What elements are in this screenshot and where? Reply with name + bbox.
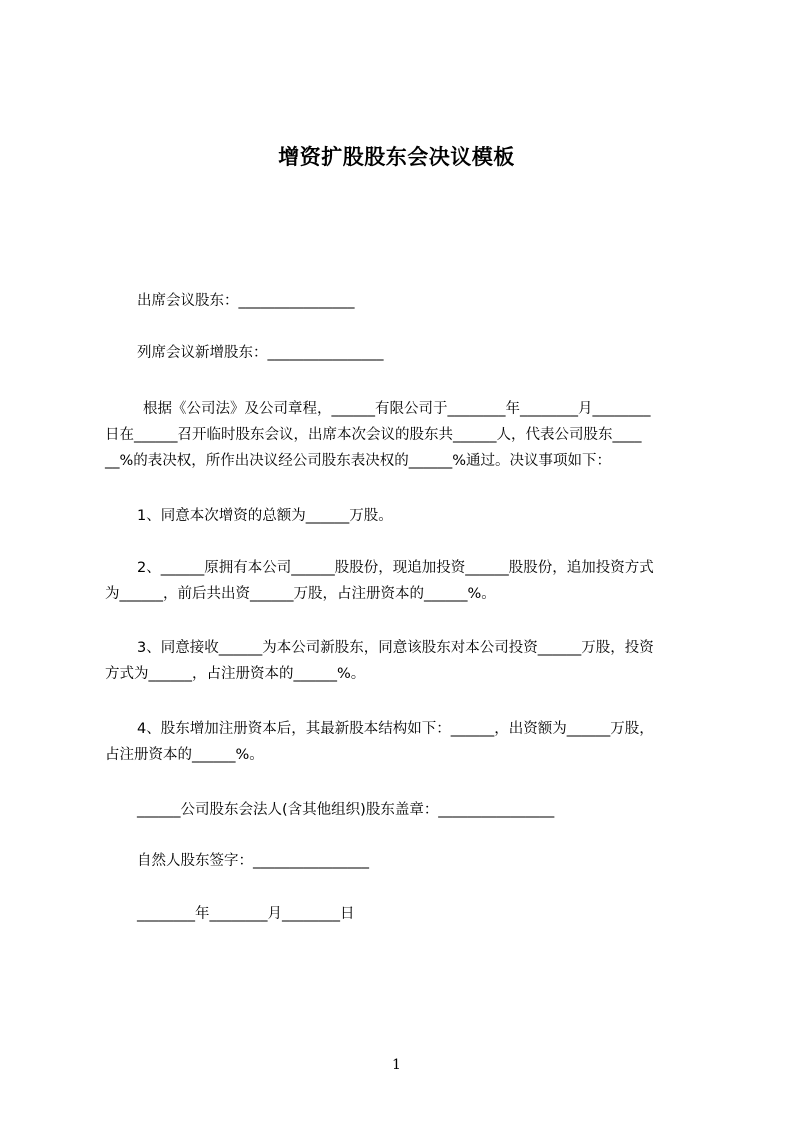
resolution-4-line-2: 占注册资本的______%。 xyxy=(105,747,264,763)
page-number: 1 xyxy=(392,1057,401,1073)
resolution-2-line-1: 2、______原拥有本公司______股股份，现追加投资______股股份，追加投资方式 xyxy=(137,560,654,576)
resolution-2-line-2: 为______，前后共出资______万股，占注册资本的______%。 xyxy=(105,586,496,602)
attending-new-shareholders-line: 列席会议新增股东：________________ xyxy=(137,345,384,361)
corporate-seal-line: ______公司股东会法人(含其他组织)股东盖章：________________ xyxy=(137,802,555,818)
resolution-3-line-2: 方式为______，占注册资本的______%。 xyxy=(105,666,366,682)
resolution-1: 1、同意本次增资的总额为______万股。 xyxy=(137,508,393,524)
natural-person-signature-line: 自然人股东签字：________________ xyxy=(137,853,369,869)
date-line: ________年________月________日 xyxy=(137,906,355,922)
resolution-3-line-1: 3、同意接收______为本公司新股东，同意该股东对本公司投资______万股，投资 xyxy=(137,640,654,656)
preamble-line-2: 日在______召开临时股东会议，出席本次会议的股东共______人，代表公司股东____ xyxy=(105,427,642,443)
attending-shareholders-line: 出席会议股东：________________ xyxy=(137,293,355,309)
preamble-line-3: __%的表决权，所作出决议经公司股东表决权的______%通过。决议事项如下： xyxy=(105,453,612,469)
document-title: 增资扩股股东会决议模板 xyxy=(278,145,515,169)
preamble-line-1: 根据《公司法》及公司章程，______有限公司于________年________月________ xyxy=(143,401,651,417)
resolution-4-line-1: 4、股东增加注册资本后，其最新股本结构如下：______，出资额为______万股， xyxy=(137,721,654,737)
